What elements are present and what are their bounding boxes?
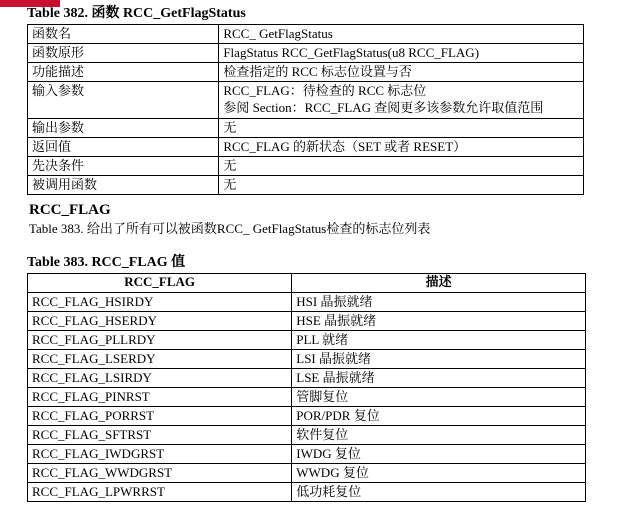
- table-382-caption: Table 382. 函数 RCC_GetFlagStatus: [27, 6, 246, 21]
- row-value: 无: [219, 176, 584, 195]
- flag-cell: RCC_FLAG_IWDGRST: [28, 445, 292, 464]
- row-value: 无: [219, 119, 584, 138]
- desc-cell: LSE 晶振就绪: [292, 369, 586, 388]
- desc-cell: 低功耗复位: [292, 483, 586, 502]
- desc-cell: PLL 就绪: [292, 331, 586, 350]
- flag-cell: RCC_FLAG_SFTRST: [28, 426, 292, 445]
- row-key: 输出参数: [28, 119, 219, 138]
- column-header-flag: RCC_FLAG: [28, 274, 292, 293]
- row-value: RCC_ GetFlagStatus: [219, 25, 584, 44]
- table-row: [28, 63, 584, 82]
- flag-values-table: [27, 273, 586, 502]
- row-value: 检查指定的 RCC 标志位设置与否: [219, 63, 584, 82]
- flag-cell: RCC_FLAG_WWDGRST: [28, 464, 292, 483]
- table-row: [28, 388, 586, 407]
- desc-cell: 管脚复位: [292, 388, 586, 407]
- flag-cell: RCC_FLAG_LSIRDY: [28, 369, 292, 388]
- flag-cell: RCC_FLAG_LPWRRST: [28, 483, 292, 502]
- row-key: 输入参数: [28, 82, 219, 119]
- table-row: [28, 350, 586, 369]
- table-row: [28, 369, 586, 388]
- section-description: Table 383. 给出了所有可以被函数RCC_ GetFlagStatus检查的标志位列表: [29, 221, 431, 236]
- flag-cell: RCC_FLAG_LSERDY: [28, 350, 292, 369]
- desc-cell: HSI 晶振就绪: [292, 293, 586, 312]
- flag-cell: RCC_FLAG_HSIRDY: [28, 293, 292, 312]
- table-row: [28, 82, 584, 119]
- row-key: 函数原形: [28, 44, 219, 63]
- desc-cell: HSE 晶振就绪: [292, 312, 586, 331]
- desc-cell: 软件复位: [292, 426, 586, 445]
- table-row: [28, 138, 584, 157]
- row-value: FlagStatus RCC_GetFlagStatus(u8 RCC_FLAG): [219, 44, 584, 63]
- row-value-multiline: [219, 82, 584, 119]
- row-key: 函数名: [28, 25, 219, 44]
- row-value: RCC_FLAG 的新状态（SET 或者 RESET）: [219, 138, 584, 157]
- flag-cell: RCC_FLAG_HSERDY: [28, 312, 292, 331]
- table-row: [28, 445, 586, 464]
- table-row: [28, 312, 586, 331]
- table-row: [28, 407, 586, 426]
- flag-cell: RCC_FLAG_PLLRDY: [28, 331, 292, 350]
- table-row: [28, 331, 586, 350]
- row-key: 功能描述: [28, 63, 219, 82]
- flag-cell: RCC_FLAG_PORRST: [28, 407, 292, 426]
- column-header-desc: 描述: [292, 274, 586, 293]
- desc-cell: POR/PDR 复位: [292, 407, 586, 426]
- row-key: 先决条件: [28, 157, 219, 176]
- row-value-line: 参阅 Section：RCC_FLAG 查阅更多该参数允许取值范围: [223, 100, 544, 115]
- table-row: [28, 157, 584, 176]
- table-header-row: [28, 274, 586, 293]
- flag-cell: RCC_FLAG_PINRST: [28, 388, 292, 407]
- row-key: 被调用函数: [28, 176, 219, 195]
- section-heading: RCC_FLAG: [29, 202, 111, 218]
- table-row: [28, 483, 586, 502]
- table-row: [28, 119, 584, 138]
- row-key: 返回值: [28, 138, 219, 157]
- row-value-line: RCC_FLAG：待检查的 RCC 标志位: [223, 83, 427, 98]
- table-row: [28, 426, 586, 445]
- table-row: [28, 44, 584, 63]
- table-row: [28, 464, 586, 483]
- row-value: 无: [219, 157, 584, 176]
- table-row: [28, 25, 584, 44]
- function-spec-table: [27, 24, 584, 195]
- table-row: [28, 293, 586, 312]
- desc-cell: IWDG 复位: [292, 445, 586, 464]
- table-383-caption: Table 383. RCC_FLAG 值: [27, 255, 186, 270]
- table-row: [28, 176, 584, 195]
- desc-cell: WWDG 复位: [292, 464, 586, 483]
- desc-cell: LSI 晶振就绪: [292, 350, 586, 369]
